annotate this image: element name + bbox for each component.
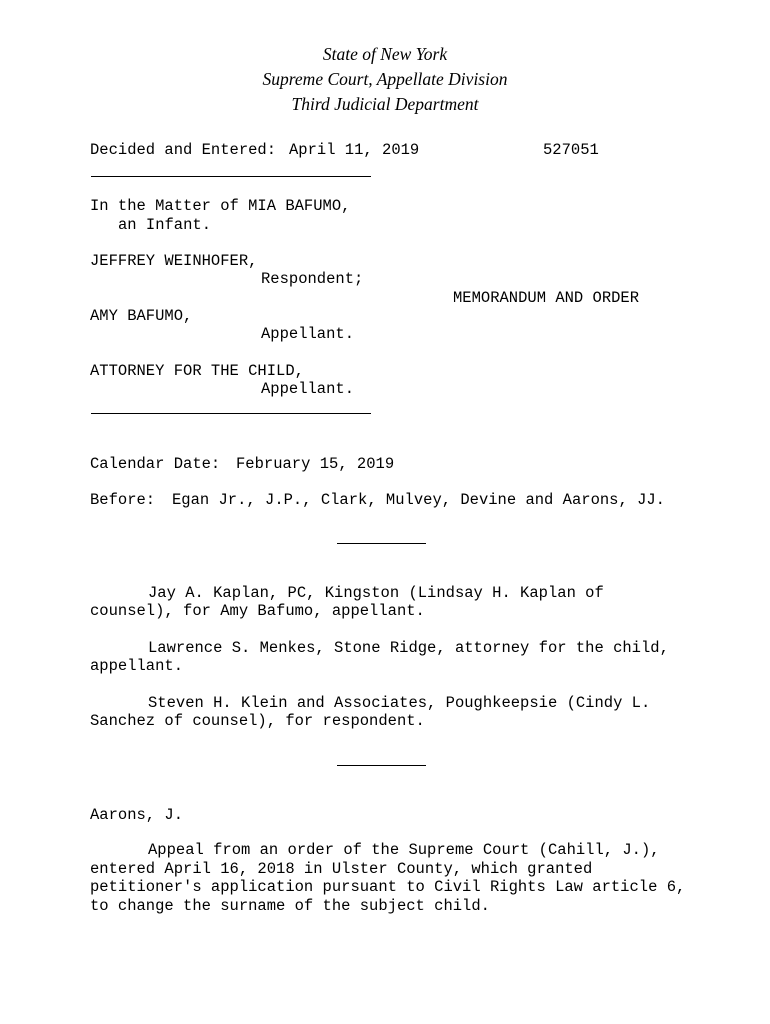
decided-label: Decided and Entered: (90, 141, 277, 159)
calendar-label: Calendar Date: (90, 455, 221, 473)
court-department: Third Judicial Department (291, 94, 479, 114)
matter-line: In the Matter of MIA BAFUMO, (90, 197, 351, 215)
party-petitioner-role: Respondent; (261, 270, 364, 288)
opinion-author: Aarons, J. (90, 806, 184, 824)
section-divider-1 (337, 543, 426, 544)
caption-top-rule (91, 176, 371, 177)
party-attorney-role: Appellant. (261, 380, 355, 398)
counsel-1-line-1: Jay A. Kaplan, PC, Kingston (Lindsay H. Kaplan of (148, 584, 604, 602)
opinion-line-3: petitioner's application pursuant to Civil Rights Law article 6, (90, 878, 686, 896)
opinion-line-1: Appeal from an order of the Supreme Court (Cahill, J.), (148, 841, 660, 859)
counsel-2-line-2: appellant. (90, 657, 184, 675)
counsel-3-line-2: Sanchez of counsel), for respondent. (90, 712, 425, 730)
decided-date: April 11, 2019 (289, 141, 420, 159)
party-attorney-name: ATTORNEY FOR THE CHILD, (90, 362, 304, 380)
counsel-2-line-1: Lawrence S. Menkes, Stone Ridge, attorney for the child, (148, 639, 669, 657)
party-mother-name: AMY BAFUMO, (90, 307, 193, 325)
opinion-line-2: entered April 16, 2018 in Ulster County, which granted (90, 860, 593, 878)
court-name: Supreme Court, Appellate Division (262, 69, 508, 89)
docket-number: 527051 (543, 141, 599, 159)
panel-judges: Egan Jr., J.P., Clark, Mulvey, Devine and Aarons, JJ. (172, 491, 665, 509)
document-type: MEMORANDUM AND ORDER (453, 289, 640, 307)
caption-bottom-rule (91, 413, 371, 414)
section-divider-2 (337, 765, 426, 766)
counsel-3-line-1: Steven H. Klein and Associates, Poughkeepsie (Cindy L. (148, 694, 651, 712)
party-mother-role: Appellant. (261, 325, 355, 343)
opinion-line-4: to change the surname of the subject child. (90, 897, 490, 915)
party-petitioner-name: JEFFREY WEINHOFER, (90, 252, 258, 270)
before-label: Before: (90, 491, 156, 509)
counsel-1-line-2: counsel), for Amy Bafumo, appellant. (90, 602, 425, 620)
court-state: State of New York (322, 44, 448, 64)
matter-infant: an Infant. (118, 216, 212, 234)
calendar-date: February 15, 2019 (236, 455, 395, 473)
